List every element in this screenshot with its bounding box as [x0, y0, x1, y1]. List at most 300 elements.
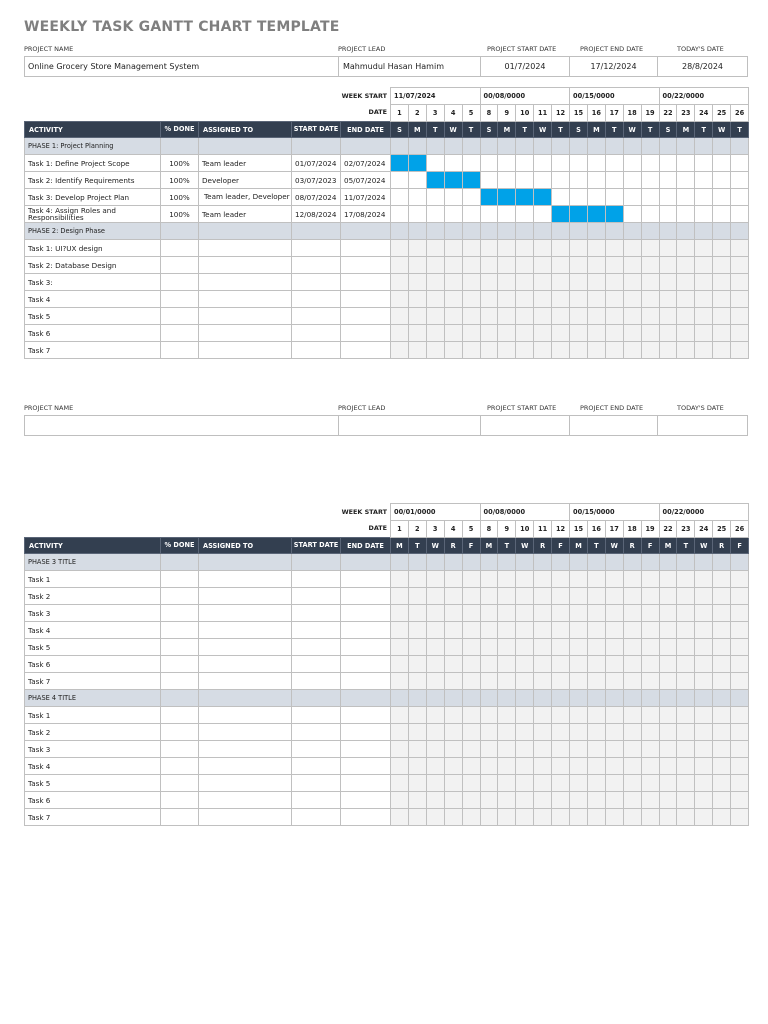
task-pct-done[interactable]: 100% [161, 172, 199, 189]
task-assigned-to[interactable] [199, 571, 292, 588]
gantt-cell [552, 809, 570, 826]
project-end-date-field[interactable] [569, 415, 658, 436]
todays-date-field[interactable] [657, 415, 748, 436]
gantt-cell [695, 707, 713, 724]
gantt-cell [498, 656, 516, 673]
task-end-date[interactable] [341, 741, 391, 758]
task-assigned-to[interactable] [199, 758, 292, 775]
gantt-cell [587, 342, 605, 359]
gantt-bar-cell [534, 189, 552, 206]
task-name[interactable]: Task 7 [25, 673, 161, 690]
project-start-date-field[interactable] [480, 415, 570, 436]
page-title: WEEKLY TASK GANTT CHART TEMPLATE [24, 19, 340, 35]
task-pct-done[interactable] [161, 673, 199, 690]
task-start-date[interactable] [292, 622, 341, 639]
date-number: 10 [516, 521, 534, 538]
day-letter: F [552, 538, 570, 554]
date-number: 11 [534, 521, 552, 538]
gantt-cell [623, 656, 641, 673]
phase-cell [713, 690, 731, 707]
task-end-date[interactable] [341, 622, 391, 639]
gantt-cell [677, 240, 695, 257]
gantt-cell [623, 240, 641, 257]
task-name[interactable]: Task 7 [25, 809, 161, 826]
date-number: 26 [731, 105, 749, 122]
task-end-date[interactable] [341, 571, 391, 588]
gantt-cell [480, 308, 498, 325]
task-assigned-to[interactable] [199, 308, 292, 325]
gantt-cell [587, 639, 605, 656]
task-start-date[interactable] [292, 291, 341, 308]
task-assigned-to[interactable] [199, 588, 292, 605]
gantt-cell [641, 724, 659, 741]
gantt-cell [713, 257, 731, 274]
gantt-cell [659, 758, 677, 775]
task-start-date[interactable] [292, 792, 341, 809]
task-start-date[interactable] [292, 741, 341, 758]
task-name[interactable]: Task 4 [25, 622, 161, 639]
gantt-cell [480, 605, 498, 622]
gantt-cell [677, 775, 695, 792]
gantt-cell [498, 673, 516, 690]
task-pct-done[interactable] [161, 342, 199, 359]
gantt-cell [623, 673, 641, 690]
task-start-date[interactable] [292, 274, 341, 291]
task-pct-done[interactable] [161, 724, 199, 741]
task-start-date[interactable] [292, 257, 341, 274]
project-lead-field[interactable] [338, 415, 481, 436]
task-assigned-to[interactable] [199, 274, 292, 291]
gantt-cell [444, 240, 462, 257]
project-lead-label: PROJECT LEAD [338, 45, 386, 53]
task-name[interactable]: Task 4 [25, 758, 161, 775]
gantt-cell [731, 189, 749, 206]
task-name[interactable]: Task 3 [25, 741, 161, 758]
gantt-cell [444, 189, 462, 206]
task-pct-done[interactable] [161, 707, 199, 724]
phase-cell [199, 223, 292, 240]
task-assigned-to[interactable] [199, 622, 292, 639]
gantt-cell [713, 639, 731, 656]
spacer [25, 105, 341, 122]
date-number: 5 [462, 105, 480, 122]
task-name[interactable]: Task 2: Identify Requirements [25, 172, 161, 189]
gantt-cell [731, 809, 749, 826]
task-assigned-to[interactable]: Team leader [199, 155, 292, 172]
project-end-date-field[interactable]: 17/12/2024 [569, 56, 658, 77]
pct-done-header: % DONE [161, 538, 199, 554]
task-start-date[interactable] [292, 707, 341, 724]
gantt-cell [462, 240, 480, 257]
gantt-cell [641, 707, 659, 724]
phase-cell [292, 690, 341, 707]
task-start-date[interactable]: 12/08/2024 [292, 206, 341, 223]
gantt-cell [659, 741, 677, 758]
date-number: 9 [498, 521, 516, 538]
gantt-cell [623, 571, 641, 588]
task-pct-done[interactable] [161, 571, 199, 588]
project-lead-field[interactable]: Mahmudul Hasan Hamim [338, 56, 481, 77]
gantt-cell [641, 673, 659, 690]
task-end-date[interactable] [341, 673, 391, 690]
task-pct-done[interactable] [161, 741, 199, 758]
gantt-cell [391, 605, 409, 622]
task-pct-done[interactable] [161, 257, 199, 274]
task-end-date[interactable] [341, 308, 391, 325]
gantt-cell [587, 155, 605, 172]
task-end-date[interactable] [341, 809, 391, 826]
day-letter: S [480, 122, 498, 138]
gantt-cell [713, 741, 731, 758]
task-start-date[interactable] [292, 605, 341, 622]
task-end-date[interactable] [341, 257, 391, 274]
phase-cell [695, 138, 713, 155]
task-name[interactable]: Task 2: Database Design [25, 257, 161, 274]
gantt-bar-cell [391, 155, 409, 172]
task-name[interactable]: Task 2 [25, 588, 161, 605]
gantt-bar-cell [426, 172, 444, 189]
date-number: 26 [731, 521, 749, 538]
task-row [25, 673, 749, 690]
gantt-cell [391, 291, 409, 308]
task-pct-done[interactable] [161, 775, 199, 792]
gantt-cell [659, 724, 677, 741]
gantt-cell [623, 257, 641, 274]
day-letter: S [391, 122, 409, 138]
task-start-date[interactable] [292, 724, 341, 741]
gantt-cell [426, 325, 444, 342]
task-assigned-to[interactable] [199, 707, 292, 724]
task-end-date[interactable]: 11/07/2024 [341, 189, 391, 206]
day-letter: T [462, 122, 480, 138]
task-pct-done[interactable] [161, 274, 199, 291]
project-name-field[interactable]: Online Grocery Store Management System [24, 56, 339, 77]
task-assigned-to[interactable] [199, 656, 292, 673]
phase-cell [426, 554, 444, 571]
task-name[interactable]: Task 1: UI?UX design [25, 240, 161, 257]
task-start-date[interactable] [292, 656, 341, 673]
task-assigned-to[interactable] [199, 809, 292, 826]
task-assigned-to[interactable]: Developer [199, 172, 292, 189]
gantt-cell [587, 274, 605, 291]
gantt-cell [534, 656, 552, 673]
gantt-cell [731, 724, 749, 741]
gantt-cell [605, 291, 623, 308]
day-letter: M [570, 538, 588, 554]
phase-cell [480, 554, 498, 571]
gantt-cell [659, 189, 677, 206]
task-name[interactable]: Task 5 [25, 308, 161, 325]
gantt-cell [677, 308, 695, 325]
task-pct-done[interactable] [161, 308, 199, 325]
task-start-date[interactable] [292, 325, 341, 342]
gantt-cell [641, 622, 659, 639]
task-start-date[interactable] [292, 809, 341, 826]
task-name[interactable]: Task 4: Assign Roles and Responsibilities [25, 206, 161, 223]
gantt-cell [713, 673, 731, 690]
task-assigned-to[interactable] [199, 605, 292, 622]
day-letter: W [713, 122, 731, 138]
task-end-date[interactable] [341, 588, 391, 605]
gantt-cell [570, 605, 588, 622]
task-assigned-to[interactable] [199, 775, 292, 792]
task-start-date[interactable] [292, 588, 341, 605]
gantt-cell [570, 274, 588, 291]
task-pct-done[interactable]: 100% [161, 189, 199, 206]
start-date-header: START DATE [292, 122, 341, 138]
task-end-date[interactable]: 05/07/2024 [341, 172, 391, 189]
gantt-cell [641, 342, 659, 359]
gantt-cell [713, 775, 731, 792]
gantt-cell [587, 775, 605, 792]
gantt-cell [695, 240, 713, 257]
date-label: DATE [368, 108, 387, 117]
task-start-date[interactable] [292, 673, 341, 690]
task-end-date[interactable]: 02/07/2024 [341, 155, 391, 172]
gantt-cell [480, 724, 498, 741]
task-pct-done[interactable] [161, 622, 199, 639]
task-start-date[interactable] [292, 240, 341, 257]
gantt-cell [659, 257, 677, 274]
gantt-cell [408, 707, 426, 724]
day-letter: R [623, 538, 641, 554]
gantt-cell [444, 707, 462, 724]
phase-row [25, 690, 749, 707]
gantt-cell [462, 257, 480, 274]
task-assigned-to[interactable] [199, 291, 292, 308]
gantt-cell [408, 792, 426, 809]
phase-cell [462, 690, 480, 707]
gantt-cell [659, 656, 677, 673]
task-end-date[interactable] [341, 792, 391, 809]
gantt-cell [731, 622, 749, 639]
day-letter: T [498, 538, 516, 554]
gantt-cell [444, 571, 462, 588]
task-assigned-to[interactable] [199, 257, 292, 274]
gantt-cell [462, 707, 480, 724]
task-end-date[interactable] [341, 707, 391, 724]
task-start-date[interactable]: 01/07/2024 [292, 155, 341, 172]
gantt-cell [587, 656, 605, 673]
gantt-cell [408, 622, 426, 639]
gantt-cell [677, 809, 695, 826]
gantt-cell [713, 189, 731, 206]
task-assigned-to[interactable] [199, 741, 292, 758]
phase-cell [605, 223, 623, 240]
task-start-date[interactable] [292, 342, 341, 359]
task-name[interactable]: Task 1 [25, 707, 161, 724]
week-start-cell: 00/15/0000 [570, 88, 660, 105]
gantt-cell [570, 724, 588, 741]
gantt-cell [426, 274, 444, 291]
task-name[interactable]: Task 3: [25, 274, 161, 291]
gantt-cell [534, 206, 552, 223]
date-number: 12 [552, 521, 570, 538]
task-start-date[interactable]: 03/07/2023 [292, 172, 341, 189]
task-end-date[interactable] [341, 325, 391, 342]
gantt-cell [641, 274, 659, 291]
gantt-cell [695, 673, 713, 690]
task-pct-done[interactable] [161, 639, 199, 656]
gantt-cell [552, 605, 570, 622]
phase-cell [713, 554, 731, 571]
task-assigned-to[interactable] [199, 724, 292, 741]
task-assigned-to[interactable] [199, 342, 292, 359]
task-end-date[interactable] [341, 274, 391, 291]
task-pct-done[interactable] [161, 758, 199, 775]
gantt-cell [516, 622, 534, 639]
phase-cell [391, 690, 409, 707]
gantt-cell [462, 588, 480, 605]
task-name[interactable]: Task 6 [25, 792, 161, 809]
task-end-date[interactable] [341, 342, 391, 359]
gantt-cell [408, 240, 426, 257]
task-assigned-to[interactable] [199, 240, 292, 257]
task-name[interactable]: Task 7 [25, 342, 161, 359]
task-name[interactable]: Task 3: Develop Project Plan [25, 189, 161, 206]
gantt-cell [731, 206, 749, 223]
task-end-date[interactable] [341, 758, 391, 775]
task-start-date[interactable] [292, 639, 341, 656]
task-name[interactable]: Task 6 [25, 325, 161, 342]
gantt-cell [391, 325, 409, 342]
gantt-cell [587, 673, 605, 690]
assigned-to-header: ASSIGNED TO [199, 122, 292, 138]
task-start-date[interactable] [292, 775, 341, 792]
date-number: 1 [391, 105, 409, 122]
task-pct-done[interactable]: 100% [161, 155, 199, 172]
gantt-cell [570, 240, 588, 257]
task-start-date[interactable]: 08/07/2024 [292, 189, 341, 206]
task-pct-done[interactable] [161, 605, 199, 622]
task-end-date[interactable] [341, 656, 391, 673]
gantt-cell [623, 291, 641, 308]
day-letter: R [534, 538, 552, 554]
gantt-cell [695, 809, 713, 826]
gantt-cell [570, 189, 588, 206]
phase-cell [659, 690, 677, 707]
task-assigned-to[interactable] [199, 639, 292, 656]
task-name[interactable]: Task 5 [25, 639, 161, 656]
project-start-date-field[interactable]: 01/7/2024 [480, 56, 570, 77]
date-number: 5 [462, 521, 480, 538]
task-pct-done[interactable] [161, 656, 199, 673]
task-assigned-to[interactable] [199, 792, 292, 809]
task-pct-done[interactable] [161, 792, 199, 809]
phase-cell [292, 138, 341, 155]
task-name[interactable]: Task 1: Define Project Scope [25, 155, 161, 172]
phase-cell [552, 223, 570, 240]
gantt-cell [695, 172, 713, 189]
gantt-cell [641, 240, 659, 257]
task-row [25, 571, 749, 588]
task-name[interactable]: Task 2 [25, 724, 161, 741]
day-letter: M [677, 122, 695, 138]
task-end-date[interactable] [341, 240, 391, 257]
gantt-cell [641, 155, 659, 172]
gantt-cell [587, 724, 605, 741]
phase-cell [552, 554, 570, 571]
gantt-cell [498, 257, 516, 274]
gantt-cell [444, 741, 462, 758]
gantt-cell [498, 639, 516, 656]
task-start-date[interactable] [292, 308, 341, 325]
gantt-cell [731, 639, 749, 656]
todays-date-field[interactable]: 28/8/2024 [657, 56, 748, 77]
gantt-cell [695, 206, 713, 223]
task-assigned-to[interactable] [199, 673, 292, 690]
gantt-cell [462, 622, 480, 639]
gantt-cell [659, 308, 677, 325]
gantt-cell [516, 342, 534, 359]
gantt-cell [444, 325, 462, 342]
gantt-cell [391, 571, 409, 588]
task-end-date[interactable] [341, 775, 391, 792]
task-pct-done[interactable] [161, 240, 199, 257]
task-pct-done[interactable] [161, 588, 199, 605]
task-assigned-to[interactable] [199, 325, 292, 342]
gantt-cell [695, 639, 713, 656]
gantt-cell [498, 741, 516, 758]
gantt-cell [462, 775, 480, 792]
gantt-cell [480, 342, 498, 359]
day-letter: T [587, 538, 605, 554]
day-letter: T [731, 122, 749, 138]
task-pct-done[interactable] [161, 291, 199, 308]
task-row [25, 189, 749, 206]
gantt-cell [391, 707, 409, 724]
task-end-date[interactable] [341, 605, 391, 622]
gantt-cell [713, 622, 731, 639]
spacer [25, 521, 341, 538]
gantt-cell [408, 308, 426, 325]
task-assigned-to[interactable]: Team leader [199, 206, 292, 223]
gantt-cell [516, 571, 534, 588]
day-letter: M [587, 122, 605, 138]
project-name-field[interactable] [24, 415, 339, 436]
task-end-date[interactable] [341, 724, 391, 741]
task-end-date[interactable] [341, 291, 391, 308]
phase-cell [480, 690, 498, 707]
gantt-cell [659, 274, 677, 291]
task-start-date[interactable] [292, 571, 341, 588]
todays-date-label: TODAY'S DATE [677, 404, 724, 412]
task-pct-done[interactable] [161, 809, 199, 826]
task-end-date[interactable] [341, 639, 391, 656]
gantt-cell [605, 588, 623, 605]
gantt-cell [605, 257, 623, 274]
gantt-cell [444, 656, 462, 673]
task-name[interactable]: Task 3 [25, 605, 161, 622]
task-pct-done[interactable] [161, 325, 199, 342]
task-start-date[interactable] [292, 758, 341, 775]
task-assigned-to[interactable]: Team leader, Developer [199, 189, 292, 206]
task-end-date[interactable]: 17/08/2024 [341, 206, 391, 223]
gantt-cell [731, 257, 749, 274]
day-letter: W [534, 122, 552, 138]
task-name[interactable]: Task 6 [25, 656, 161, 673]
task-name[interactable]: Task 4 [25, 291, 161, 308]
gantt-cell [534, 622, 552, 639]
gantt-cell [677, 639, 695, 656]
gantt-cell [713, 588, 731, 605]
gantt-cell [462, 189, 480, 206]
task-name[interactable]: Task 1 [25, 571, 161, 588]
phase-cell [426, 138, 444, 155]
task-name[interactable]: Task 5 [25, 775, 161, 792]
gantt-cell [498, 758, 516, 775]
task-pct-done[interactable]: 100% [161, 206, 199, 223]
